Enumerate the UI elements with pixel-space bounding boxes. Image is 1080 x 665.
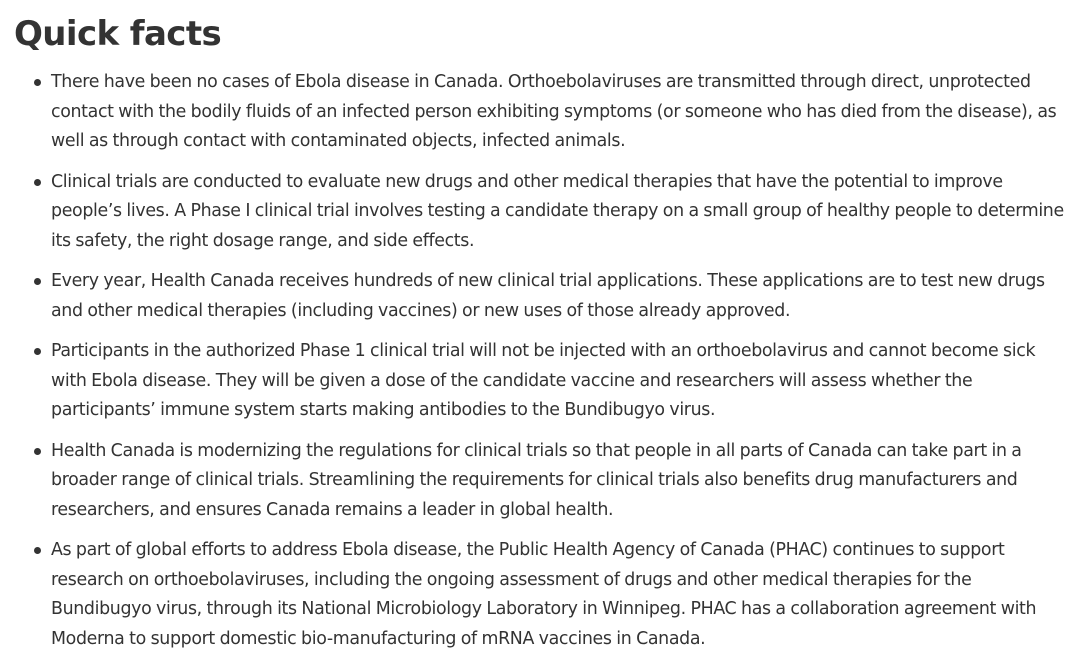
bullet-icon xyxy=(34,547,41,554)
list-item-text: Health Canada is modernizing the regulations for clinical trials so that people in all parts of Canada can take part in a broader range of clinical trials. Streamlining the requirements for clinical trials also benefits drug manufacturers and researchers, and ensures Canada remains a leader in global health. xyxy=(51,440,1022,520)
list-item xyxy=(0,536,1069,654)
bullet-icon xyxy=(34,79,41,86)
list-item xyxy=(0,267,1069,326)
list-item xyxy=(0,337,1069,426)
bullet-icon xyxy=(34,179,41,186)
list-item-text: Every year, Health Canada receives hundreds of new clinical trial applications. These applications are to test new drugs and other medical therapies (including vaccines) or new uses of those already approved. xyxy=(51,271,1045,321)
list-item xyxy=(0,68,1069,157)
list-item-text: As part of global efforts to address Ebola disease, the Public Health Agency of Canada (PHAC) continues to support research on orthoebolaviruses, including the ongoing assessment of drugs and other medical therapies for the Bundibugyo virus, through its National Microbiology Laboratory in Winnipeg. PHAC has a collaboration agreement with Moderna to support domestic bio-manufacturing of mRNA vaccines in Canada. xyxy=(51,540,1037,649)
section-title: Quick facts xyxy=(14,14,222,54)
list-item-text: Participants in the authorized Phase 1 clinical trial will not be injected with an orthoebolavirus and cannot become sick with Ebola disease. They will be given a dose of the candidate vaccine and researchers will assess whether the participants’ immune system starts making antibodies to the Bundibugyo virus. xyxy=(51,341,1036,420)
list-item xyxy=(0,437,1069,526)
quick-facts-list xyxy=(0,68,1080,665)
list-item-text: Clinical trials are conducted to evaluate new drugs and other medical therapies that have the potential to improve people’s lives. A Phase I clinical trial involves testing a candidate therapy on a small group of healthy people to determine its safety, the right dosage range, and side effects. xyxy=(51,171,1064,251)
bullet-icon xyxy=(34,348,41,355)
bullet-icon xyxy=(34,278,41,285)
list-item-text: There have been no cases of Ebola disease in Canada. Orthoebolaviruses are transmitted through direct, unprotected contact with the bodily fluids of an infected person exhibiting symptoms (or someone who has died from the disease), as well as through contact with contaminated objects, infected animals. xyxy=(51,72,1057,151)
list-item xyxy=(0,168,1069,257)
bullet-icon xyxy=(34,448,41,455)
